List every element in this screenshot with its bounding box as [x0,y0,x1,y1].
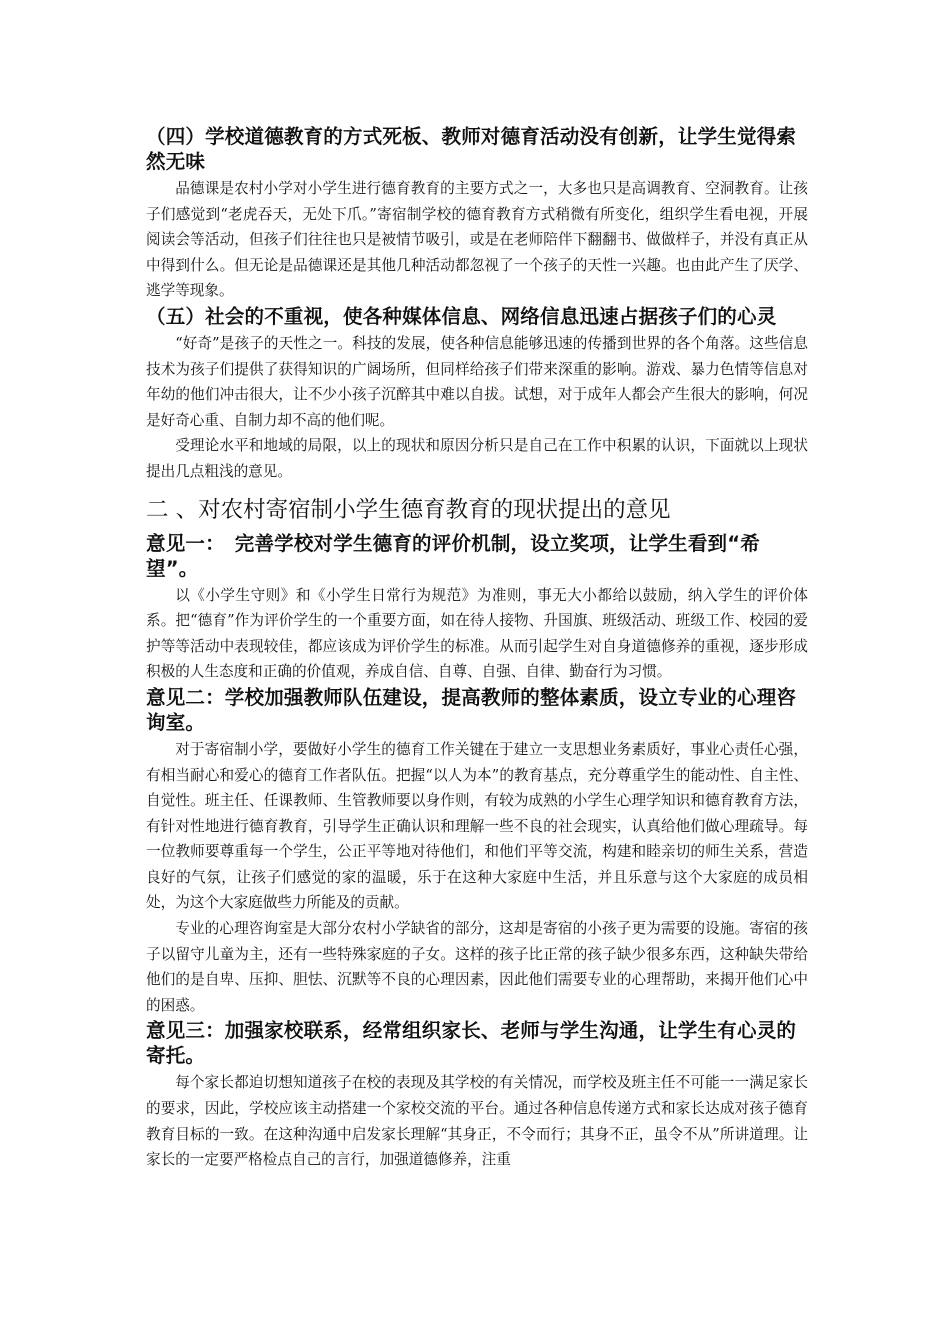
opinion-2-paragraph-1: 对于寄宿制小学，要做好小学生的德育工作关键在于建立一支思想业务素质好，事业心责任心强，有相当耐心和爱心的德育工作者队伍。把握“以人为本”的教育基点，充分尊重学生的能动性、自主性、自觉性。班主任、任课教师、生管教师要以身作则，有较为成熟的小学生心理学知识和德育教育方法，有针对性地进行德育教育，引导学生正确认识和理解一些不良的社会现实，认真给他们做心理疏导。每一位教师要尊重每一个学生，公正平等地对待他们，和他们平等交流，构建和睦亲切的师生关系，营造良好的气氛，让孩子们感觉的家的温暖，乐于在这种大家庭中生活，并且乐意与这个大家庭的成员相处，为这个大家庭做些力所能及的贡献。 [146,740,808,912]
section-5-paragraph-1: “好奇”是孩子的天性之一。科技的发展，使各种信息能够迅速的传播到世界的各个角落。这些信息技术为孩子们提供了获得知识的广阔场所，但同样给孩子们带来深重的影响。游戏、暴力色情等信息对年幼的他们冲击很大，让不少小孩子沉醉其中难以自拔。试想，对于成年人都会产生很大的影响，何况是好奇心重、自制力却不高的他们呢。 [146,334,808,429]
opinion-2-heading: 意见二：学校加强教师队伍建设，提高教师的整体素质，设立专业的心理咨询室。 [146,685,797,734]
opinion-3-heading: 意见三：加强家校联系，经常组织家长、老师与学生沟通，让学生有心灵的寄托。 [146,1019,797,1068]
section-5-paragraph-2: 受理论水平和地域的局限，以上的现状和原因分析只是自己在工作中积累的认识，下面就以上现状提出几点粗浅的意见。 [146,437,808,480]
section-4-paragraph-1: 品德课是农村小学对小学生进行德育教育的主要方式之一，大多也只是高调教育、空洞教育。让孩子们感觉到“老虎吞天，无处下爪。”寄宿制学校的德育教育方式稍微有所变化，组织学生看电视，开展阅读会等活动，但孩子们往往也只是被情节吸引，或是在老师陪伴下翻翻书、做做样子，并没有真正从中得到什么。但无论是品德课还是其他几种活动都忽视了一个孩子的天性一兴趣。也由此产生了厌学、逃学等现象。 [146,180,808,300]
section-5-heading: （五）社会的不重视，使各种媒体信息、网络信息迅速占据孩子们的心灵 [146,304,777,328]
opinion-1-paragraph-1: 以《小学生守则》和《小学生日常行为规范》为准则，事无大小都给以鼓励，纳入学生的评价体系。把“德育”作为评价学生的一个重要方面，如在待人接物、升国旗、班级活动、班级工作、校园的爱护等等活动中表现较佳，都应该成为评价学生的标准。从而引起学生对自身道德修养的重视，逐步形成积极的人生态度和正确的价值观，养成自信、自尊、自强、自律、勤奋行为习惯。 [146,586,808,681]
opinion-2-paragraph-2: 专业的心理咨询室是大部分农村小学缺省的部分，这却是寄宿的小孩子更为需要的设施。寄宿的孩子以留守儿童为主，还有一些特殊家庭的子女。这样的孩子比正常的孩子缺少很多东西，这种缺失带给他们的是自卑、压抑、胆怯、沉默等不良的心理因素，因此他们需要专业的心理帮助，来揭开他们心中的困惑。 [146,920,808,1014]
section-4-heading: （四）学校道德教育的方式死板、教师对德育活动没有创新，让学生觉得索然无味 [146,125,797,173]
opinion-3-paragraph-1: 每个家长都迫切想知道孩子在校的表现及其学校的有关情况，而学校及班主任不可能一一满足家长的要求，因此，学校应该主动搭建一个家校交流的平台。通过各种信息传递方式和家长达成对孩子德育教育目标的一致。在这种沟通中启发家长理解“其身正，不令而行；其身不正，虽令不从”所讲道理。让家长的一定要严格检点自己的言行，加强道德修养，注重 [146,1074,808,1169]
part-2-heading: 二 、对农村寄宿制小学生德育教育的现状提出的意见 [146,496,671,523]
opinion-1-heading: 意见一： 完善学校对学生德育的评价机制，设立奖项，让学生看到“希望”。 [146,531,760,580]
document-body [146,124,808,1173]
